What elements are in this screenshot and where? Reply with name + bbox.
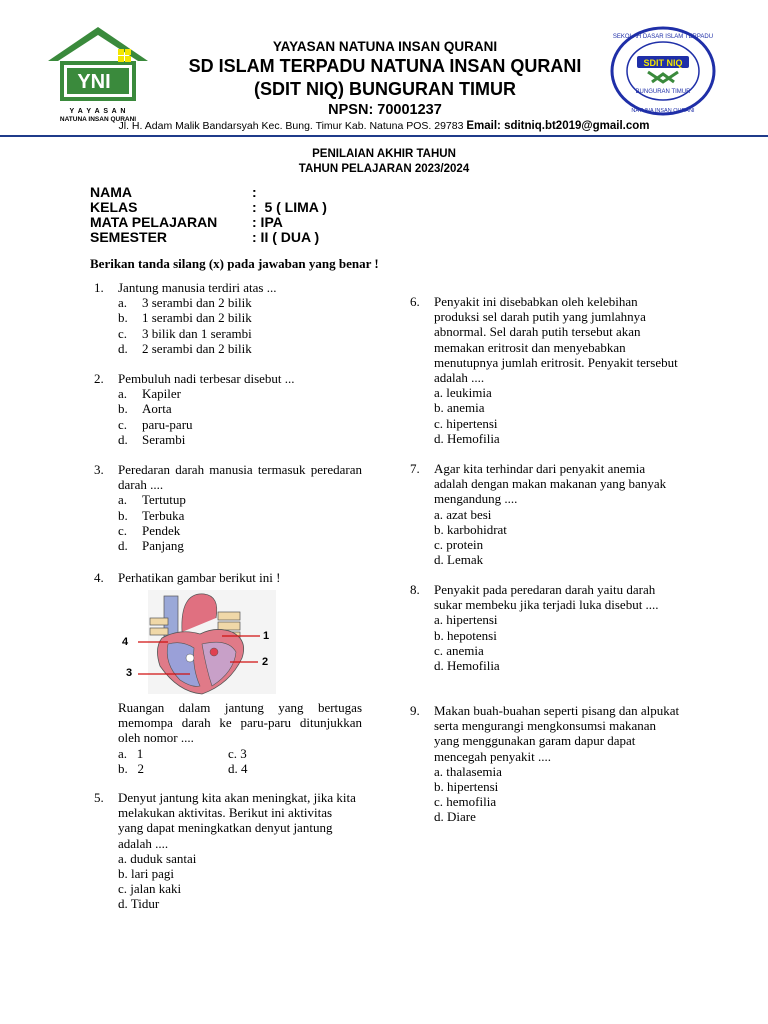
- option-c[interactable]: c. protein: [434, 537, 484, 553]
- option-letter: c.: [118, 325, 128, 341]
- question-number: 9.: [410, 703, 420, 718]
- question-text: Makan buah-buahan seperti pisang dan alpukat serta mengurangi mengkonsumsi makanan yang menggunakan garam dapur dapat mencegah penyakit ....: [434, 703, 680, 764]
- option-letter: c.: [118, 522, 128, 538]
- question-7: [410, 461, 680, 567]
- question-text: Perhatikan gambar berikut ini !: [118, 570, 281, 585]
- option-text: Pendek: [142, 522, 181, 538]
- field-label: KELAS: [90, 199, 138, 215]
- option-text: 3 serambi dan 2 bilik: [142, 295, 252, 311]
- question-text: Penyakit pada peredaran darah yaitu darah sukar membeku jika terjadi luka disebut ....: [434, 582, 659, 613]
- option-c[interactable]: [118, 417, 374, 432]
- logo-caption-2: NATUNA INSAN QURANI: [59, 116, 137, 123]
- field-value: : 5 ( LIMA ): [252, 199, 327, 215]
- question-text: Pembuluh nadi terbesar disebut ...: [118, 371, 295, 386]
- question-number: 6.: [410, 294, 420, 309]
- field-mapel: [90, 215, 327, 230]
- option-c[interactable]: c. hipertensi: [434, 415, 498, 431]
- option-d[interactable]: d. Diare: [434, 809, 476, 825]
- logo-yni-text: YNI: [77, 71, 111, 93]
- heart-diagram: [120, 588, 280, 696]
- option-d[interactable]: d. Hemofilia: [434, 658, 500, 674]
- label-4: 4: [122, 636, 129, 648]
- address-text: Jl. H. Adam Malik Bandarsyah Kec. Bung. Timur Kab. Natuna POS. 29783: [118, 120, 464, 132]
- exam-title: PENILAIAN AKHIR TAHUN: [312, 148, 456, 160]
- option-b[interactable]: [118, 508, 362, 523]
- question-3: [94, 462, 362, 553]
- option-c[interactable]: c. 3: [228, 745, 247, 761]
- question-text: Ruangan dalam jantung yang bertugas memompa darah ke paru-paru ditunjukkan oleh nomor ....: [118, 700, 362, 746]
- field-label: SEMESTER: [90, 229, 168, 245]
- option-a[interactable]: a. thalasemia: [434, 763, 502, 779]
- logo-caption-1: Y A Y A S A N: [69, 108, 127, 115]
- option-a[interactable]: a. hipertensi: [434, 612, 498, 628]
- option-letter: c.: [118, 416, 128, 432]
- seal-ring-bottom: NATUNA INSAN QURANI: [631, 108, 695, 114]
- question-1: [94, 280, 374, 356]
- question-number: 4.: [94, 570, 104, 585]
- option-c[interactable]: c. anemia: [434, 642, 484, 658]
- header-divider: [0, 135, 768, 137]
- option-a[interactable]: [118, 386, 374, 401]
- question-9: [410, 703, 680, 825]
- question-text: Denyut jantung kita akan meningkat, jika kita melakukan aktivitas. Berikut ini aktivitas yang dapat meningkatkan denyut jantung adalah ....: [118, 790, 356, 851]
- address-line: [0, 120, 768, 132]
- question-number: 8.: [410, 582, 420, 597]
- yayasan-logo: [44, 25, 152, 123]
- option-d[interactable]: d. Lemak: [434, 552, 484, 568]
- option-c[interactable]: c. hemofilia: [434, 794, 497, 810]
- field-semester: [90, 230, 327, 245]
- option-c[interactable]: [118, 326, 374, 341]
- option-text: Panjang: [142, 538, 184, 554]
- option-letter: b.: [118, 310, 128, 326]
- option-text: 2 serambi dan 2 bilik: [142, 340, 252, 356]
- option-text: 3 bilik dan 1 serambi: [142, 325, 252, 341]
- option-letter: a.: [118, 386, 128, 402]
- question-text: Peredaran darah manusia termasuk peredaran darah ....: [118, 462, 362, 493]
- question-number: 5.: [94, 790, 104, 805]
- question-4-body: [118, 700, 362, 776]
- seal-center-text: SDIT NIQ: [643, 58, 683, 68]
- question-number: 3.: [94, 462, 104, 477]
- option-d[interactable]: [118, 432, 374, 447]
- instruction: Berikan tanda silang (x) pada jawaban yang benar !: [90, 256, 379, 271]
- option-d[interactable]: [118, 538, 362, 553]
- school-short-name: (SDIT NIQ) BUNGURAN TIMUR: [254, 79, 516, 99]
- label-2: 2: [262, 656, 269, 668]
- option-d[interactable]: [118, 341, 374, 356]
- option-a[interactable]: [118, 295, 374, 310]
- option-text: Serambi: [142, 431, 186, 447]
- question-number: 2.: [94, 371, 104, 386]
- option-letter: d.: [118, 538, 128, 554]
- house-logo-icon: [44, 25, 152, 103]
- option-c[interactable]: c. jalan kaki: [118, 881, 182, 897]
- option-text: Kapiler: [142, 386, 181, 402]
- option-b[interactable]: b. hepotensi: [434, 627, 497, 643]
- option-text: Terbuka: [142, 507, 185, 523]
- option-text: paru-paru: [142, 416, 193, 432]
- question-number: 7.: [410, 461, 420, 476]
- question-text: Jantung manusia terdiri atas ...: [118, 280, 277, 295]
- seal-inner-text: BUNGURAN TIMUR: [635, 89, 691, 95]
- option-a[interactable]: a. duduk santai: [118, 850, 197, 866]
- field-label: NAMA: [90, 184, 132, 200]
- question-number: 1.: [94, 280, 104, 295]
- foundation-name: YAYASAN NATUNA INSAN QURANI: [272, 39, 498, 54]
- field-nama: [90, 185, 327, 200]
- question-8: [410, 582, 680, 673]
- school-seal: [610, 26, 716, 116]
- option-b[interactable]: b. karbohidrat: [434, 521, 507, 537]
- option-a[interactable]: a. 1: [118, 745, 144, 761]
- option-letter: d.: [118, 431, 128, 447]
- option-a[interactable]: a. leukimia: [434, 385, 492, 401]
- question-5: [94, 790, 358, 912]
- question-2: [94, 371, 374, 447]
- field-value: : IPA: [252, 214, 283, 230]
- option-b[interactable]: b. lari pagi: [118, 866, 174, 882]
- option-text: 1 serambi dan 2 bilik: [142, 310, 252, 326]
- label-3: 3: [126, 667, 133, 679]
- label-1: 1: [263, 630, 270, 642]
- option-letter: d.: [118, 340, 128, 356]
- question-6: [410, 294, 680, 446]
- exam-subtitle: TAHUN PELAJARAN 2023/2024: [298, 163, 470, 175]
- field-kelas: [90, 200, 327, 215]
- option-letter: b.: [118, 507, 128, 523]
- option-text: Tertutup: [142, 492, 186, 508]
- npsn: NPSN: 70001237: [328, 102, 442, 118]
- option-c[interactable]: [118, 523, 362, 538]
- option-a[interactable]: [118, 492, 362, 507]
- field-value: : II ( DUA ): [252, 229, 320, 245]
- heart-anatomy-icon: [120, 588, 280, 696]
- field-value: :: [252, 184, 257, 200]
- option-b[interactable]: b. anemia: [434, 400, 485, 416]
- field-label: MATA PELAJARAN: [90, 214, 218, 230]
- question-4: [94, 570, 362, 585]
- school-name: SD ISLAM TERPADU NATUNA INSAN QURANI: [188, 56, 582, 76]
- seal-ring-top: SEKOLAH DASAR ISLAM TERPADU: [612, 34, 714, 40]
- option-b[interactable]: b. 2: [118, 760, 144, 776]
- seal-icon: [610, 26, 716, 116]
- option-a[interactable]: a. azat besi: [434, 506, 492, 522]
- option-text: Aorta: [142, 401, 172, 417]
- option-letter: a.: [118, 492, 128, 508]
- option-b[interactable]: [118, 401, 374, 416]
- question-text: Agar kita terhindar dari penyakit anemia adalah dengan makan makanan yang banyak mengandung ....: [434, 461, 667, 507]
- question-text: Penyakit ini disebabkan oleh kelebihan produksi sel darah putih yang jumlahnya abnormal. Sel darah putih tersebut akan memakan eritrosit dan menyebabkan menutupnya jumlah eritrosit. Penyakit tersebut adalah ....: [434, 294, 678, 386]
- email-text: Email: sditniq.bt2019@gmail.com: [466, 120, 650, 132]
- option-b[interactable]: b. hipertensi: [434, 779, 499, 795]
- student-info: [90, 185, 327, 245]
- option-b[interactable]: [118, 310, 374, 325]
- option-d[interactable]: d. Hemofilia: [434, 430, 500, 446]
- option-letter: a.: [118, 295, 128, 311]
- option-d[interactable]: d. 4: [228, 760, 248, 776]
- option-letter: b.: [118, 401, 128, 417]
- option-d[interactable]: d. Tidur: [118, 896, 160, 912]
